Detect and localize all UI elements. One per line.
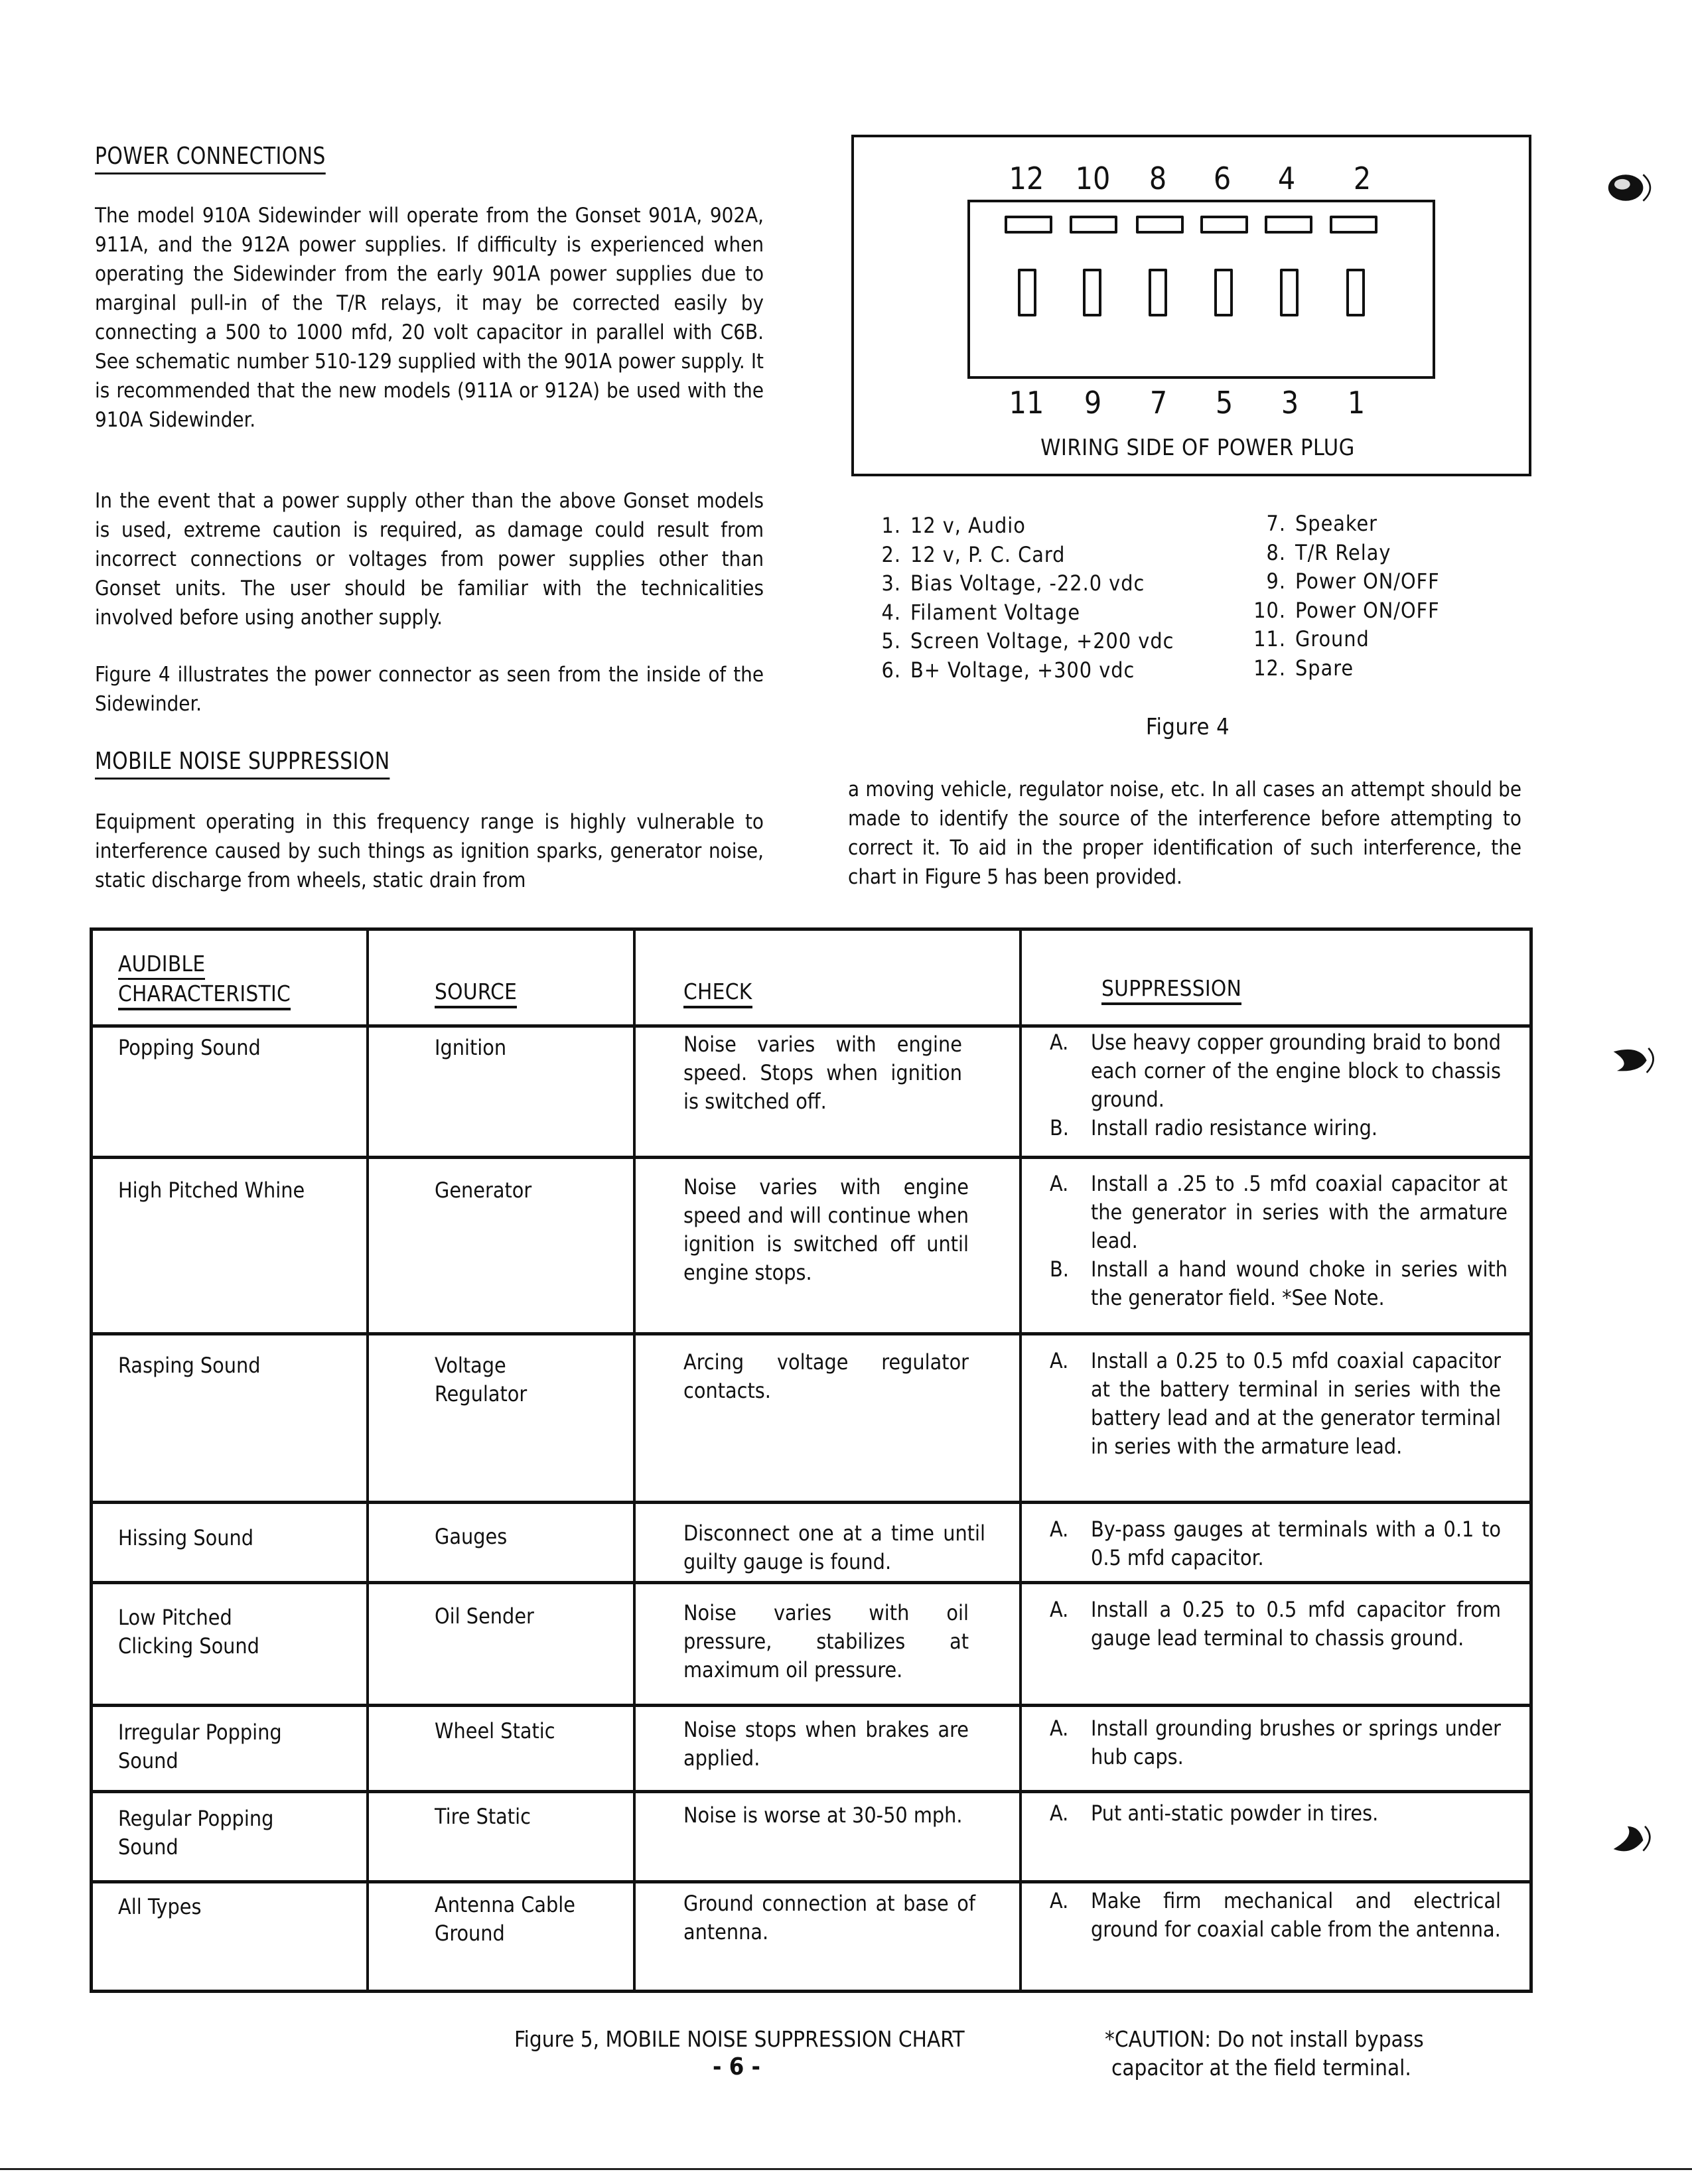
- pin-legend-item: 4. Filament Voltage: [881, 599, 1081, 625]
- pin-number-6: 6: [1213, 161, 1232, 196]
- pin-legend-item: 12. Spare: [1253, 655, 1354, 681]
- header-audible-line: AUDIBLE: [118, 951, 205, 980]
- suppression-item: A. Install a 0.25 to 0.5 mfd coaxial capacitor at the battery terminal in series with the battery lead and at the generator terminal in series with the armature lead.: [1050, 1348, 1501, 1459]
- suppression-item: B. Install radio resistance wiring.: [1050, 1115, 1378, 1140]
- cell-characteristic: Regular Popping Sound: [118, 1806, 274, 1860]
- pin-legend-item: 9. Power ON/OFF: [1266, 569, 1440, 594]
- pin-legend-item: 2. 12 v, P. C. Card: [881, 541, 1066, 567]
- pin-legend-item: 10. Power ON/OFF: [1253, 597, 1440, 623]
- cell-suppression: [1050, 1887, 1501, 1944]
- cell-source: Voltage Regulator: [435, 1353, 528, 1406]
- row-divider: [90, 1704, 1533, 1707]
- column-divider: [633, 929, 636, 1992]
- cell-suppression: [1050, 1714, 1501, 1771]
- pin-legend-item: 6. B+ Voltage, +300 vdc: [881, 657, 1135, 683]
- pin-number-8: 8: [1149, 161, 1167, 196]
- pin-number-4: 4: [1277, 161, 1296, 196]
- suppression-item: A. Put anti-static powder in tires.: [1050, 1801, 1379, 1826]
- binder-hole-icon: [1604, 1821, 1657, 1854]
- cell-source: Gauges: [435, 1524, 508, 1549]
- pin-legend-item: 7. Speaker: [1266, 511, 1377, 536]
- pin-slot-7: [1149, 269, 1167, 316]
- row-divider: [90, 1790, 1533, 1793]
- suppression-item: A. Install a 0.25 to 0.5 mfd capacitor from gauge lead terminal to chassis ground.: [1050, 1597, 1501, 1651]
- caution-note-line-1: *CAUTION: Do not install bypass: [1105, 2026, 1424, 2052]
- pin-slot-2: [1330, 216, 1377, 234]
- cell-suppression: [1050, 1028, 1501, 1142]
- figure-5-caption: Figure 5, MOBILE NOISE SUPPRESSION CHART: [514, 2026, 965, 2052]
- page-number: - 6 -: [713, 2053, 760, 2081]
- figure-4-caption: Figure 4: [1145, 714, 1230, 740]
- pin-legend-item: 3. Bias Voltage, -22.0 vdc: [881, 571, 1145, 596]
- pin-number-9: 9: [1084, 385, 1102, 421]
- row-divider: [90, 1332, 1533, 1335]
- pin-slot-11: [1018, 269, 1036, 316]
- cell-source: Ignition: [435, 1035, 507, 1060]
- binder-hole-icon: [1604, 1043, 1657, 1076]
- cell-characteristic: Irregular Popping Sound: [118, 1720, 282, 1773]
- pin-number-7: 7: [1149, 385, 1168, 421]
- pin-slot-4: [1265, 216, 1312, 234]
- cell-characteristic: Rasping Sound: [118, 1353, 261, 1378]
- power-connections-paragraph-1: The model 910A Sidewinder will operate from the Gonset 901A, 902A, 911A, and the 912A power supplies. If difficulty is experienced when operating the Sidewinder from the early 901A power supplies due to marginal pull-in of the T/R relays, it may be corrected easily by connecting a 500 to 1000 mfd, 20 volt capacitor in parallel with C6B. See schematic number 510-129 supplied with the 901A power supply. It is recommended that the new models (911A or 912A) be used with the 910A Sidewinder.: [95, 204, 764, 432]
- header-suppression-label: SUPPRESSION: [1101, 976, 1241, 1005]
- cell-check: Arcing voltage regulator contacts.: [683, 1349, 969, 1403]
- power-connections-heading: POWER CONNECTIONS: [95, 143, 326, 174]
- bottom-rule: [0, 2168, 1692, 2170]
- pin-number-1: 1: [1347, 385, 1366, 421]
- cell-characteristic: Hissing Sound: [118, 1525, 253, 1550]
- cell-check: Noise varies with engine speed. Stops when ignition is switched off.: [683, 1032, 962, 1114]
- cell-check: Noise varies with oil pressure, stabilizes at maximum oil pressure.: [683, 1600, 969, 1682]
- pin-legend-item: 5. Screen Voltage, +200 vdc: [881, 628, 1174, 653]
- cell-check: Ground connection at base of antenna.: [683, 1891, 975, 1945]
- header-source: [435, 978, 517, 1008]
- wiring-side-caption: WIRING SIDE OF POWER PLUG: [1040, 435, 1355, 461]
- pin-slot-12: [1005, 216, 1052, 234]
- mobile-noise-paragraph-right: a moving vehicle, regulator noise, etc. In all cases an attempt should be made to identify the source of the interference before attempting to correct it. To aid in the proper identification of such interference, the chart in Figure 5 has been provided.: [848, 778, 1521, 889]
- pin-slot-10: [1070, 216, 1117, 234]
- cell-suppression: [1050, 1596, 1501, 1653]
- row-divider: [90, 1024, 1533, 1028]
- cell-suppression: [1050, 1170, 1508, 1312]
- suppression-item: A. Install grounding brushes or springs under hub caps.: [1050, 1716, 1501, 1769]
- cell-check: Disconnect one at a time until guilty gauge is found.: [683, 1521, 985, 1574]
- column-divider: [1019, 929, 1022, 1992]
- pin-number-5: 5: [1215, 385, 1234, 421]
- row-divider: [90, 1581, 1533, 1584]
- pin-number-11: 11: [1009, 385, 1044, 421]
- header-suppression: [1101, 975, 1241, 1005]
- pin-slot-3: [1280, 269, 1299, 316]
- power-connections-paragraph-2: In the event that a power supply other than the above Gonset models is used, extreme caution is required, as damage could result from incorrect connections or voltages from power supplies other than Gonset units. The user should be familiar with the technicalities involved before using another supply.: [95, 489, 764, 630]
- row-divider: [90, 1880, 1533, 1883]
- header-check-label: CHECK: [683, 979, 752, 1008]
- pin-slot-1: [1346, 269, 1365, 316]
- cell-suppression: [1050, 1515, 1501, 1572]
- pin-legend-item: 11. Ground: [1253, 626, 1370, 651]
- binder-hole-icon: [1604, 171, 1657, 204]
- pin-number-2: 2: [1353, 161, 1372, 196]
- header-source-label: SOURCE: [435, 979, 517, 1008]
- cell-characteristic: High Pitched Whine: [118, 1178, 305, 1203]
- cell-source: Generator: [435, 1178, 532, 1203]
- pin-number-3: 3: [1281, 385, 1299, 421]
- pin-slot-6: [1200, 216, 1248, 234]
- cell-characteristic: Low Pitched Clicking Sound: [118, 1605, 259, 1659]
- mobile-noise-heading: MOBILE NOISE SUPPRESSION: [95, 748, 390, 780]
- pin-legend-right: [1241, 510, 1440, 683]
- header-audible-characteristic: [118, 950, 357, 1010]
- suppression-item: A. Use heavy copper grounding braid to bond each corner of the engine block to chassis ground.: [1050, 1030, 1501, 1112]
- pin-slot-9: [1083, 269, 1101, 316]
- pin-slot-5: [1214, 269, 1233, 316]
- cell-source: Antenna Cable Ground: [435, 1892, 575, 1946]
- power-connections-paragraph-3: Figure 4 illustrates the power connector as seen from the inside of the Sidewinder.: [95, 663, 764, 716]
- pin-slot-8: [1136, 216, 1184, 234]
- suppression-item: A. Install a .25 to .5 mfd coaxial capacitor at the generator in series with the armature lead.: [1050, 1171, 1508, 1253]
- cell-characteristic: All Types: [118, 1894, 202, 1919]
- suppression-item: B. Install a hand wound choke in series with the generator field. *See Note.: [1050, 1257, 1508, 1310]
- cell-suppression: [1050, 1347, 1501, 1461]
- pin-number-12: 12: [1009, 161, 1044, 196]
- suppression-item: A. By-pass gauges at terminals with a 0.1 to 0.5 mfd capacitor.: [1050, 1517, 1501, 1570]
- header-characteristic-line: CHARACTERISTIC: [118, 981, 291, 1010]
- cell-check: Noise stops when brakes are applied.: [683, 1717, 969, 1771]
- row-divider: [90, 1156, 1533, 1159]
- caution-note-line-2: capacitor at the field terminal.: [1111, 2055, 1411, 2081]
- mobile-noise-paragraph-left: Equipment operating in this frequency range is highly vulnerable to interference caused by such things as ignition sparks, generator noise, static discharge from wheels, static drain from: [95, 810, 764, 892]
- cell-characteristic: Popping Sound: [118, 1035, 261, 1060]
- cell-source: Tire Static: [435, 1804, 531, 1829]
- suppression-item: A. Make firm mechanical and electrical ground for coaxial cable from the antenna.: [1050, 1888, 1501, 1942]
- header-check: [683, 978, 752, 1008]
- column-divider: [366, 929, 369, 1992]
- pin-legend-item: 1. 12 v, Audio: [881, 513, 1026, 538]
- pin-legend-item: 8. T/R Relay: [1266, 539, 1391, 565]
- cell-source: Wheel Static: [435, 1718, 555, 1743]
- row-divider: [90, 1501, 1533, 1504]
- cell-source: Oil Sender: [435, 1604, 534, 1629]
- cell-check: Noise is worse at 30-50 mph.: [683, 1803, 963, 1828]
- cell-suppression: [1050, 1799, 1501, 1828]
- cell-check: Noise varies with engine speed and will continue when ignition is switched off until engine stops.: [683, 1174, 969, 1285]
- pin-legend-left: [856, 512, 1174, 685]
- pin-number-10: 10: [1075, 161, 1111, 196]
